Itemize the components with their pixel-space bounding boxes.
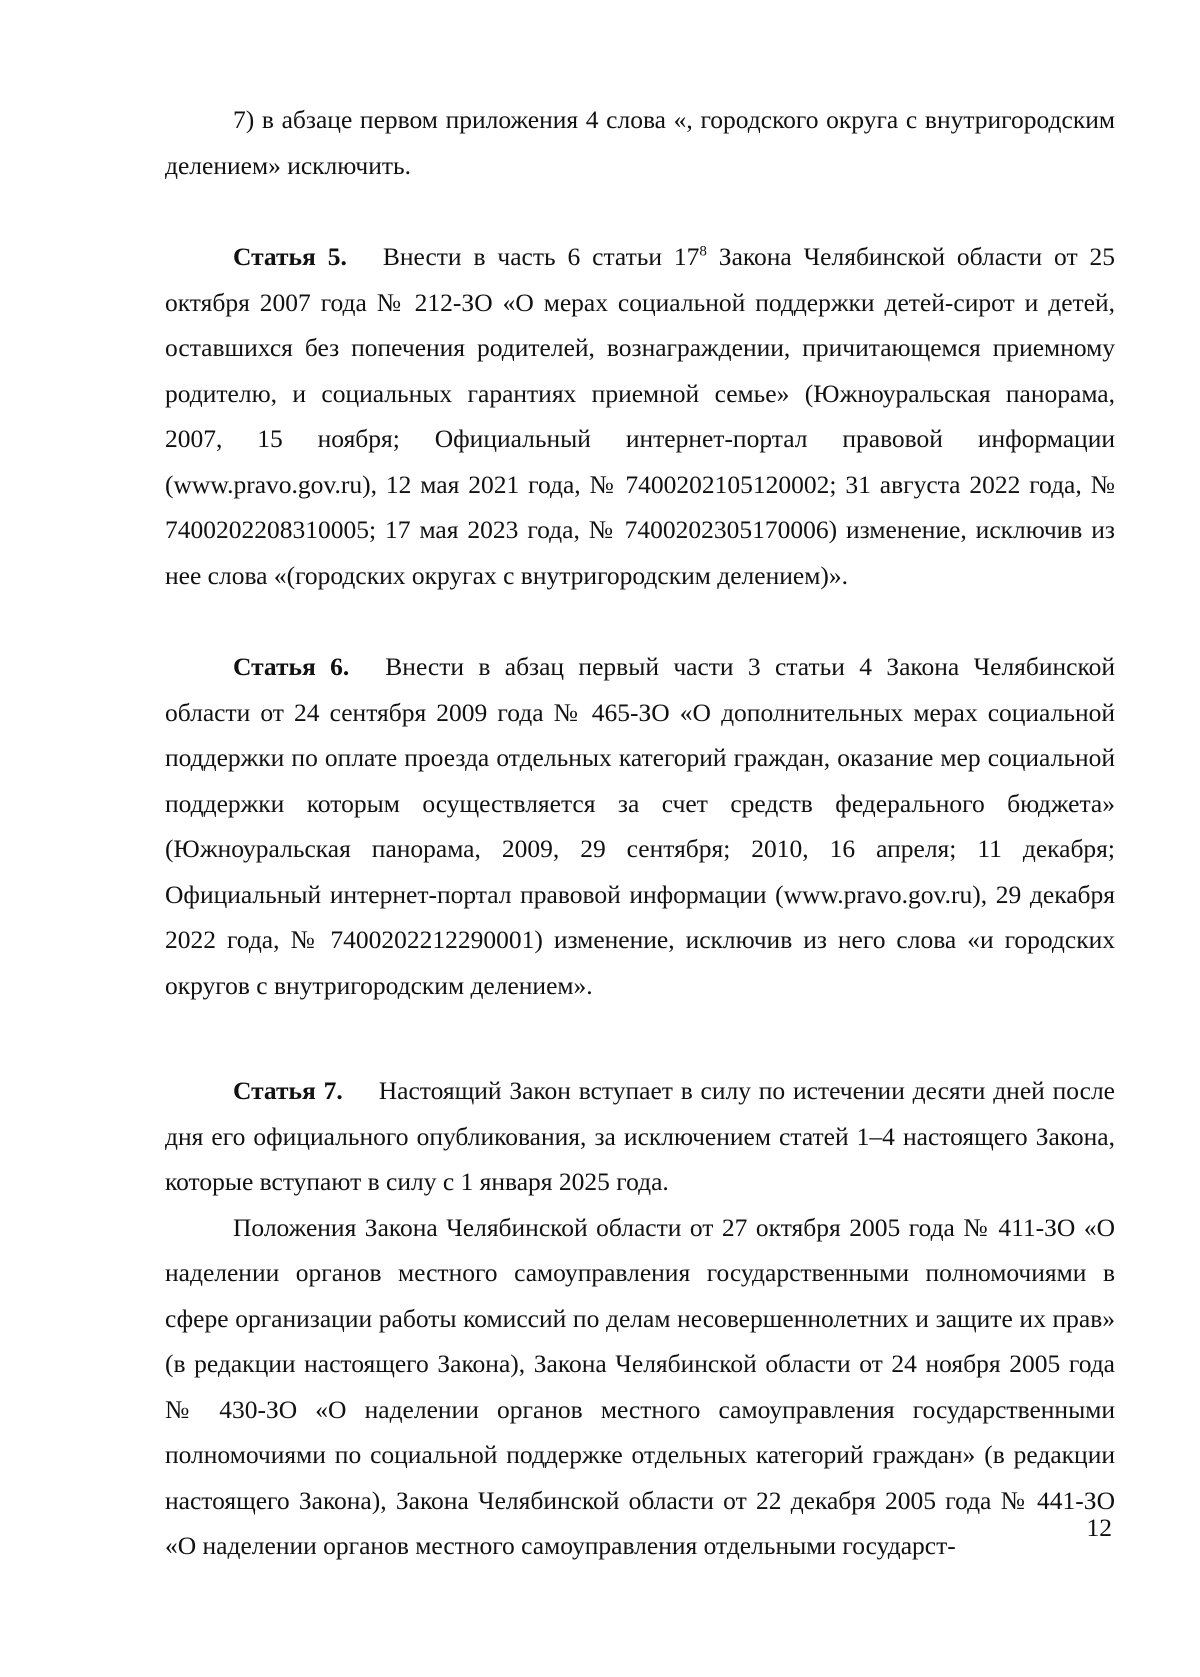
article-5-text-rest: Закона Челябинской области от 25 октября 2007 года № 212-ЗО «О мерах социальной поддержки детей-сирот и детей, оставшихся без попечения родителей, вознаграждении, причитающемся приемному родителю, и социальных гарантиях приемной семье» (Южноуральская панорама, 2007, 15 ноября; Официальный интернет-портал правовой информации (www.pravo.gov.ru), 12 мая 2021 года, № 7400202105120002; 31 августа 2022 года, № 7400202208310005; 17 мая 2023 года, № 7400202305170006) изменение, исключив из нее слова «(городских округах с внутригородским делением)». (165, 242, 1115, 590)
article-6-text: Внести в абзац первый части 3 статьи 4 Закона Челябинской области от 24 сентября 2009 года № 465-ЗО «О дополнительных мерах социальной поддержки по оплате проезда отдельных категорий граждан, оказание мер социальной поддержки которым осуществляется за счет средств федерального бюджета» (Южноуральская панорама, 2009, 29 сентября; 2010, 16 апреля; 11 декабря; Официальный интернет-портал правовой информации (www.pravo.gov.ru), 29 декабря 2022 года, № 7400202212290001) изменение, исключив из него слова «и городских округов с внутригородским делением». (165, 652, 1115, 1000)
paragraph-item-7: 7) в абзаце первом приложения 4 слова «, городского округа с внутригородским делением» исключить. (165, 105, 1115, 180)
article-7-label: Статья 7. (233, 1076, 343, 1105)
article-5 (165, 234, 1115, 598)
article-6-label: Статья 6. (233, 652, 350, 681)
page-number: 12 (1086, 1513, 1112, 1542)
article-7-text: Настоящий Закон вступает в силу по истечении десяти дней после дня его официального опубликования, за исключением статей 1–4 настоящего Закона, которые вступают в силу с 1 января 2025 года. (165, 1076, 1115, 1196)
article-5-text-start: Внести в часть 6 статьи 17 (382, 242, 700, 271)
article-5-superscript: 8 (699, 243, 707, 260)
article-6 (165, 644, 1115, 1008)
article-5-label: Статья 5. (233, 242, 347, 271)
article-7 (165, 1068, 1115, 1205)
document-body (165, 97, 1115, 1569)
paragraph-provisions: Положения Закона Челябинской области от 27 октября 2005 года № 411-ЗО «О наделении органов местного самоуправления государственными полномочиями в сфере организации работы комиссий по делам несовершеннолетних и защите их прав» (в редакции настоящего Закона), Закона Челябинской области от 24 ноября 2005 года № 430-ЗО «О наделении органов местного самоуправления государственными полномочиями по социальной поддержке отдельных категорий граждан» (в редакции настоящего Закона), Закона Челябинской области от 22 декабря 2005 года № 441-ЗО «О наделении органов местного самоуправления отдельными государст- (165, 1212, 1115, 1560)
